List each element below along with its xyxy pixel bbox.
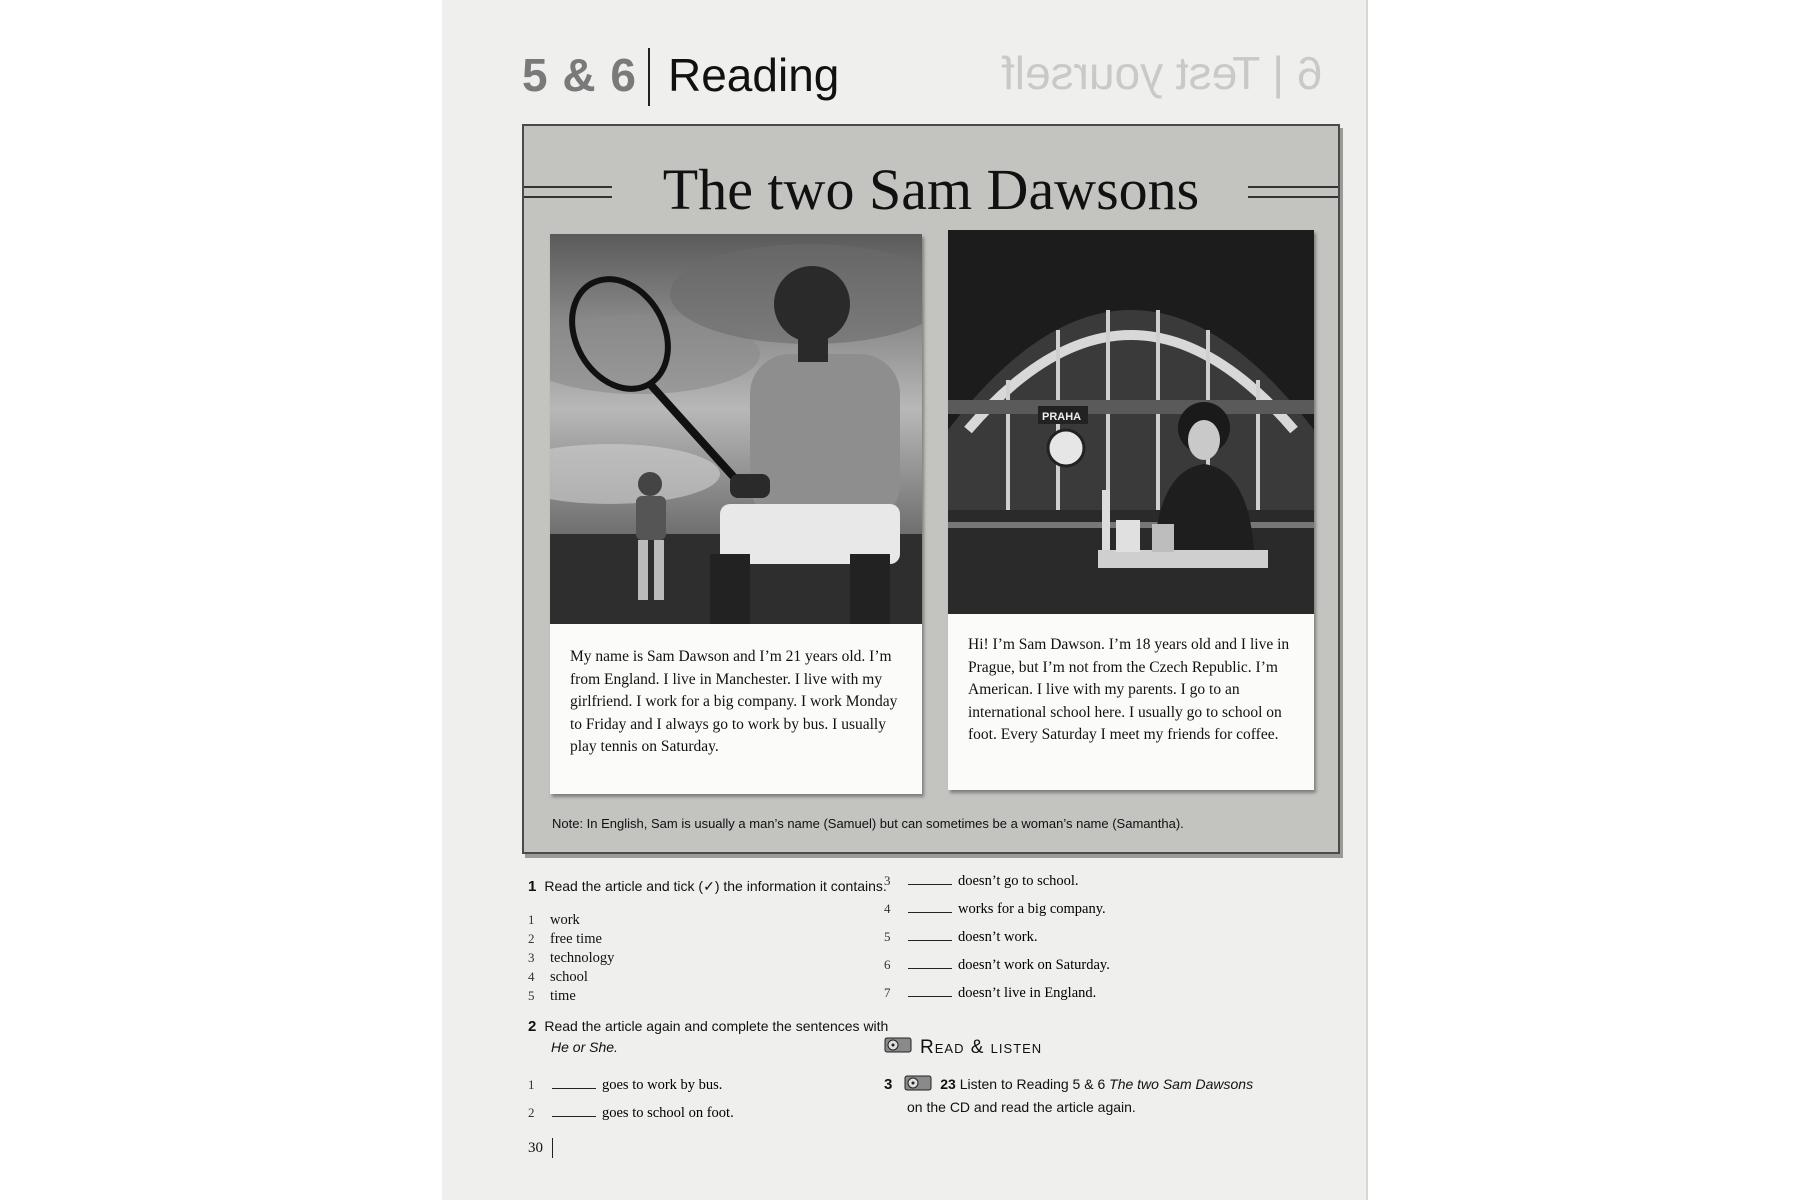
page-number: 30: [528, 1140, 543, 1156]
exercise-2-item: [884, 984, 1264, 1012]
exercise-3-title: The two Sam Dawsons: [1109, 1076, 1254, 1093]
exercise-1-item: [528, 950, 614, 969]
item-text: technology: [550, 950, 615, 966]
answer-blank[interactable]: [908, 900, 952, 913]
item-number: 3: [884, 873, 891, 888]
item-number: 4: [884, 901, 891, 916]
exercise-1-item: [528, 912, 614, 931]
exercise-2-item: [528, 1076, 888, 1104]
exercise-2-list-left: [528, 1076, 888, 1132]
exercise-2-list-right: [884, 872, 1264, 1012]
exercise-2-item: [884, 900, 1264, 928]
answer-blank[interactable]: [908, 872, 952, 885]
article-title: The two Sam Dawsons: [662, 157, 1200, 222]
exercise-3-text-end: on the CD and read the article again.: [907, 1099, 1136, 1115]
answer-blank[interactable]: [908, 984, 952, 997]
item-number: 1: [528, 1077, 535, 1092]
item-text: works for a big company.: [958, 901, 1106, 917]
exercise-2-instruction: [528, 1016, 918, 1057]
exercise-2-item: [884, 872, 1264, 900]
textbook-page: [442, 0, 1366, 1200]
item-text: free time: [550, 931, 602, 947]
page-title: Reading: [668, 49, 840, 101]
page-number-bar: [552, 1138, 553, 1158]
item-text: school: [550, 969, 588, 985]
answer-blank[interactable]: [552, 1104, 596, 1117]
item-number: 5: [528, 988, 535, 1003]
item-number: 2: [528, 931, 535, 946]
cd-track-icon: [904, 1074, 932, 1097]
answer-blank[interactable]: [552, 1076, 596, 1089]
item-number: 3: [528, 950, 535, 965]
exercise-1-number: 1: [528, 878, 537, 895]
exercise-2-item: [884, 928, 1264, 956]
item-number: 2: [528, 1105, 535, 1120]
item-number: 5: [884, 929, 891, 944]
article-note: Note: In English, Sam is usually a man’s name (Samuel) but can sometimes be a woman’s name (Samantha).: [552, 816, 1184, 831]
item-number: 6: [884, 957, 891, 972]
exercise-2-item: [528, 1104, 888, 1132]
exercise-1-item: [528, 931, 614, 950]
item-text: doesn’t go to school.: [958, 873, 1079, 889]
article-card-tennis: [550, 234, 922, 794]
item-text: time: [550, 988, 576, 1004]
item-text: goes to work by bus.: [602, 1077, 723, 1093]
item-number: 7: [884, 985, 891, 1000]
item-number: 4: [528, 969, 535, 984]
exercise-2-text-em: He or She.: [551, 1039, 618, 1055]
exercise-3-number: 3: [884, 1076, 893, 1094]
cd-icon: [884, 1036, 912, 1060]
exercise-2-text: Read the article again and complete the sentences with: [544, 1018, 889, 1034]
item-text: doesn’t work on Saturday.: [958, 957, 1110, 973]
prague-cafe-photo: [948, 230, 1314, 614]
answer-blank[interactable]: [908, 928, 952, 941]
item-text: doesn’t work.: [958, 929, 1038, 945]
article-card-prague: [948, 230, 1314, 790]
exercise-1-item: [528, 969, 614, 988]
header-divider: [648, 48, 650, 106]
item-number: 1: [528, 912, 535, 927]
cd-track-number: 23: [940, 1076, 956, 1093]
bleed-through-text: 6 | Test yourself: [1002, 47, 1323, 99]
read-listen-heading: [884, 1036, 1042, 1060]
unit-number: 5 & 6: [522, 49, 637, 101]
exercise-1-list: [528, 912, 614, 1007]
article-text-sam-2: Hi! I’m Sam Dawson. I’m 18 years old and I live in Prague, but I’m not from the Czech Republic. I’m American. I live with my parents. I go to an international school here. I usually go to school on foot. Every Saturday I meet my friends for coffee.: [968, 636, 1290, 743]
exercise-3-text: Listen to Reading 5 & 6: [959, 1076, 1106, 1093]
exercise-2-item: [884, 956, 1264, 984]
exercise-1-text: Read the article and tick (✓) the information it contains.: [544, 878, 887, 894]
exercise-3: [884, 1074, 1274, 1117]
answer-blank[interactable]: [908, 956, 952, 969]
item-text: goes to school on foot.: [602, 1105, 734, 1121]
praha-sign: PRAHA: [1042, 411, 1082, 423]
exercise-1-item: [528, 988, 614, 1007]
article-text-sam-1: My name is Sam Dawson and I’m 21 years old. I’m from England. I live in Manchester. I live with my girlfriend. I work for a big company. I work Monday to Friday and I always go to work by bus. I usually play tennis on Saturday.: [570, 648, 898, 755]
exercise-2-number: 2: [528, 1018, 537, 1035]
article-panel: [522, 124, 1340, 854]
read-listen-title: Read & listen: [920, 1037, 1043, 1059]
exercise-1-instruction: [528, 878, 908, 895]
item-text: work: [550, 912, 580, 928]
item-text: doesn’t live in England.: [958, 985, 1097, 1001]
tennis-player-photo: [550, 234, 922, 624]
